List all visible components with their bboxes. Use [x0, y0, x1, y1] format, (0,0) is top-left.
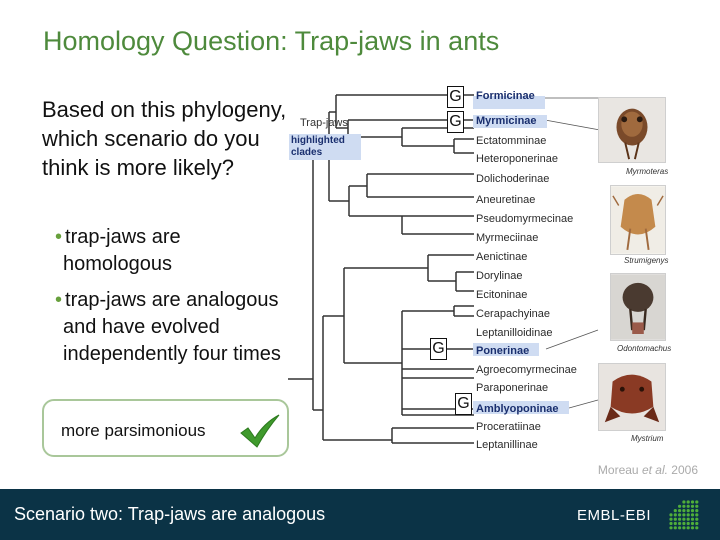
logo-dot	[678, 513, 681, 516]
logo-dot	[682, 509, 685, 512]
logo-dot	[687, 500, 690, 503]
citation-author: Moreau	[597, 463, 642, 477]
logo-dot	[691, 526, 694, 529]
taxon-label-cerapachyinae: Cerapachyinae	[476, 308, 550, 320]
taxon-label-leptanilloidinae: Leptanilloidinae	[476, 327, 553, 339]
specimen-label-strumigenys: Strumigenys	[624, 256, 669, 265]
logo-dot	[674, 518, 677, 521]
bullet-dot: •	[55, 226, 63, 248]
logo-dot	[687, 513, 690, 516]
specimen-photo-odontomachus	[610, 273, 666, 341]
taxon-label-heteroponerinae: Heteroponerinae	[476, 153, 558, 165]
brand-name: EMBL-EBI	[577, 507, 652, 524]
taxon-label-ecitoninae: Ecitoninae	[476, 289, 528, 301]
gain-marker-amblyoponinae: G	[455, 393, 472, 415]
logo-dot	[687, 518, 690, 521]
footer-bar	[0, 489, 720, 540]
taxon-label-ectatomminae: Ectatomminae	[476, 135, 547, 147]
bullet-dot: •	[55, 289, 63, 311]
citation-etal: et al.	[641, 463, 668, 477]
legend-highlight-swatch: highlighted clades	[289, 134, 361, 160]
logo-dot	[687, 522, 690, 525]
bullet-homologous-text: trap-jaws are homologous	[63, 226, 181, 275]
logo-dot	[691, 500, 694, 503]
gain-marker-formicinae: G	[447, 86, 464, 108]
slide-title: Homology Question: Trap-jaws in ants	[43, 26, 500, 56]
logo-dot	[678, 509, 681, 512]
specimen-photo-strumigenys	[610, 185, 666, 255]
logo-dot	[691, 505, 694, 508]
logo-dot	[669, 518, 672, 521]
logo-dot	[695, 509, 698, 512]
logo-dot	[669, 513, 672, 516]
legend-traits-label: Trap-jaws	[300, 117, 348, 129]
logo-dot	[682, 513, 685, 516]
taxon-label-myrmicinae: Myrmicinae	[476, 115, 537, 127]
question-text: Based on this phylogeny, which scenario do you think is more likely?	[42, 97, 287, 180]
logo-dot	[691, 513, 694, 516]
logo-dot	[674, 526, 677, 529]
logo-dot	[695, 526, 698, 529]
logo-dot	[687, 505, 690, 508]
taxon-label-formicinae: Formicinae	[476, 90, 535, 102]
logo-dot	[695, 505, 698, 508]
citation	[598, 463, 698, 477]
logo-dot	[682, 522, 685, 525]
logo-dot	[691, 522, 694, 525]
photo-connectors	[545, 98, 600, 408]
footer-text: Scenario two: Trap-jaws are analogous	[14, 504, 326, 524]
logo-dot	[687, 526, 690, 529]
logo-dot	[695, 518, 698, 521]
logo-dot	[678, 518, 681, 521]
gain-marker-ponerinae: G	[430, 338, 447, 360]
logo-dot	[687, 509, 690, 512]
embl-ebi-logo-icon	[668, 499, 700, 531]
taxon-label-proceratiinae: Proceratiinae	[476, 421, 541, 433]
logo-dot	[669, 522, 672, 525]
logo-dot	[674, 509, 677, 512]
taxon-label-ponerinae: Ponerinae	[476, 345, 530, 357]
logo-dot	[678, 505, 681, 508]
logo-dot	[678, 526, 681, 529]
specimen-label-myrmoteras: Myrmoteras	[626, 167, 669, 176]
logo-dot	[695, 522, 698, 525]
parsimony-label: more parsimonious	[61, 421, 206, 440]
logo-dot	[682, 505, 685, 508]
taxon-label-pseudomyrmecinae: Pseudomyrmecinae	[476, 213, 574, 225]
logo-dot	[674, 513, 677, 516]
logo-dot	[674, 522, 677, 525]
logo-dot	[678, 522, 681, 525]
bullet-analogous-text: trap-jaws are analogous and have evolved independently four times	[63, 289, 281, 365]
logo-dot	[682, 518, 685, 521]
logo-dot	[682, 500, 685, 503]
gain-marker-myrmicinae: G	[447, 111, 464, 133]
citation-year: 2006	[667, 463, 698, 477]
specimen-photo-mystrium	[598, 363, 666, 431]
specimen-label-mystrium: Mystrium	[631, 434, 664, 443]
specimen-label-odontomachus: Odontomachus	[617, 344, 672, 353]
taxon-label-aneuretinae: Aneuretinae	[476, 194, 536, 206]
taxon-label-dolichoderinae: Dolichoderinae	[476, 173, 550, 185]
taxon-label-paraponerinae: Paraponerinae	[476, 382, 549, 394]
taxon-label-agroecomyrmecinae: Agroecomyrmecinae	[476, 364, 577, 376]
taxon-label-dorylinae: Dorylinae	[476, 270, 523, 282]
logo-dot	[691, 509, 694, 512]
logo-dot	[669, 526, 672, 529]
specimen-photo-myrmoteras	[598, 97, 666, 163]
logo-dot	[695, 513, 698, 516]
logo-dot	[695, 500, 698, 503]
taxon-label-myrmeciinae: Myrmeciinae	[476, 232, 539, 244]
taxon-label-amblyoponinae: Amblyoponinae	[476, 403, 559, 415]
taxon-label-aenictinae: Aenictinae	[476, 251, 528, 263]
logo-dot	[691, 518, 694, 521]
logo-dot	[682, 526, 685, 529]
taxon-label-leptanillinae: Leptanillinae	[476, 439, 538, 451]
